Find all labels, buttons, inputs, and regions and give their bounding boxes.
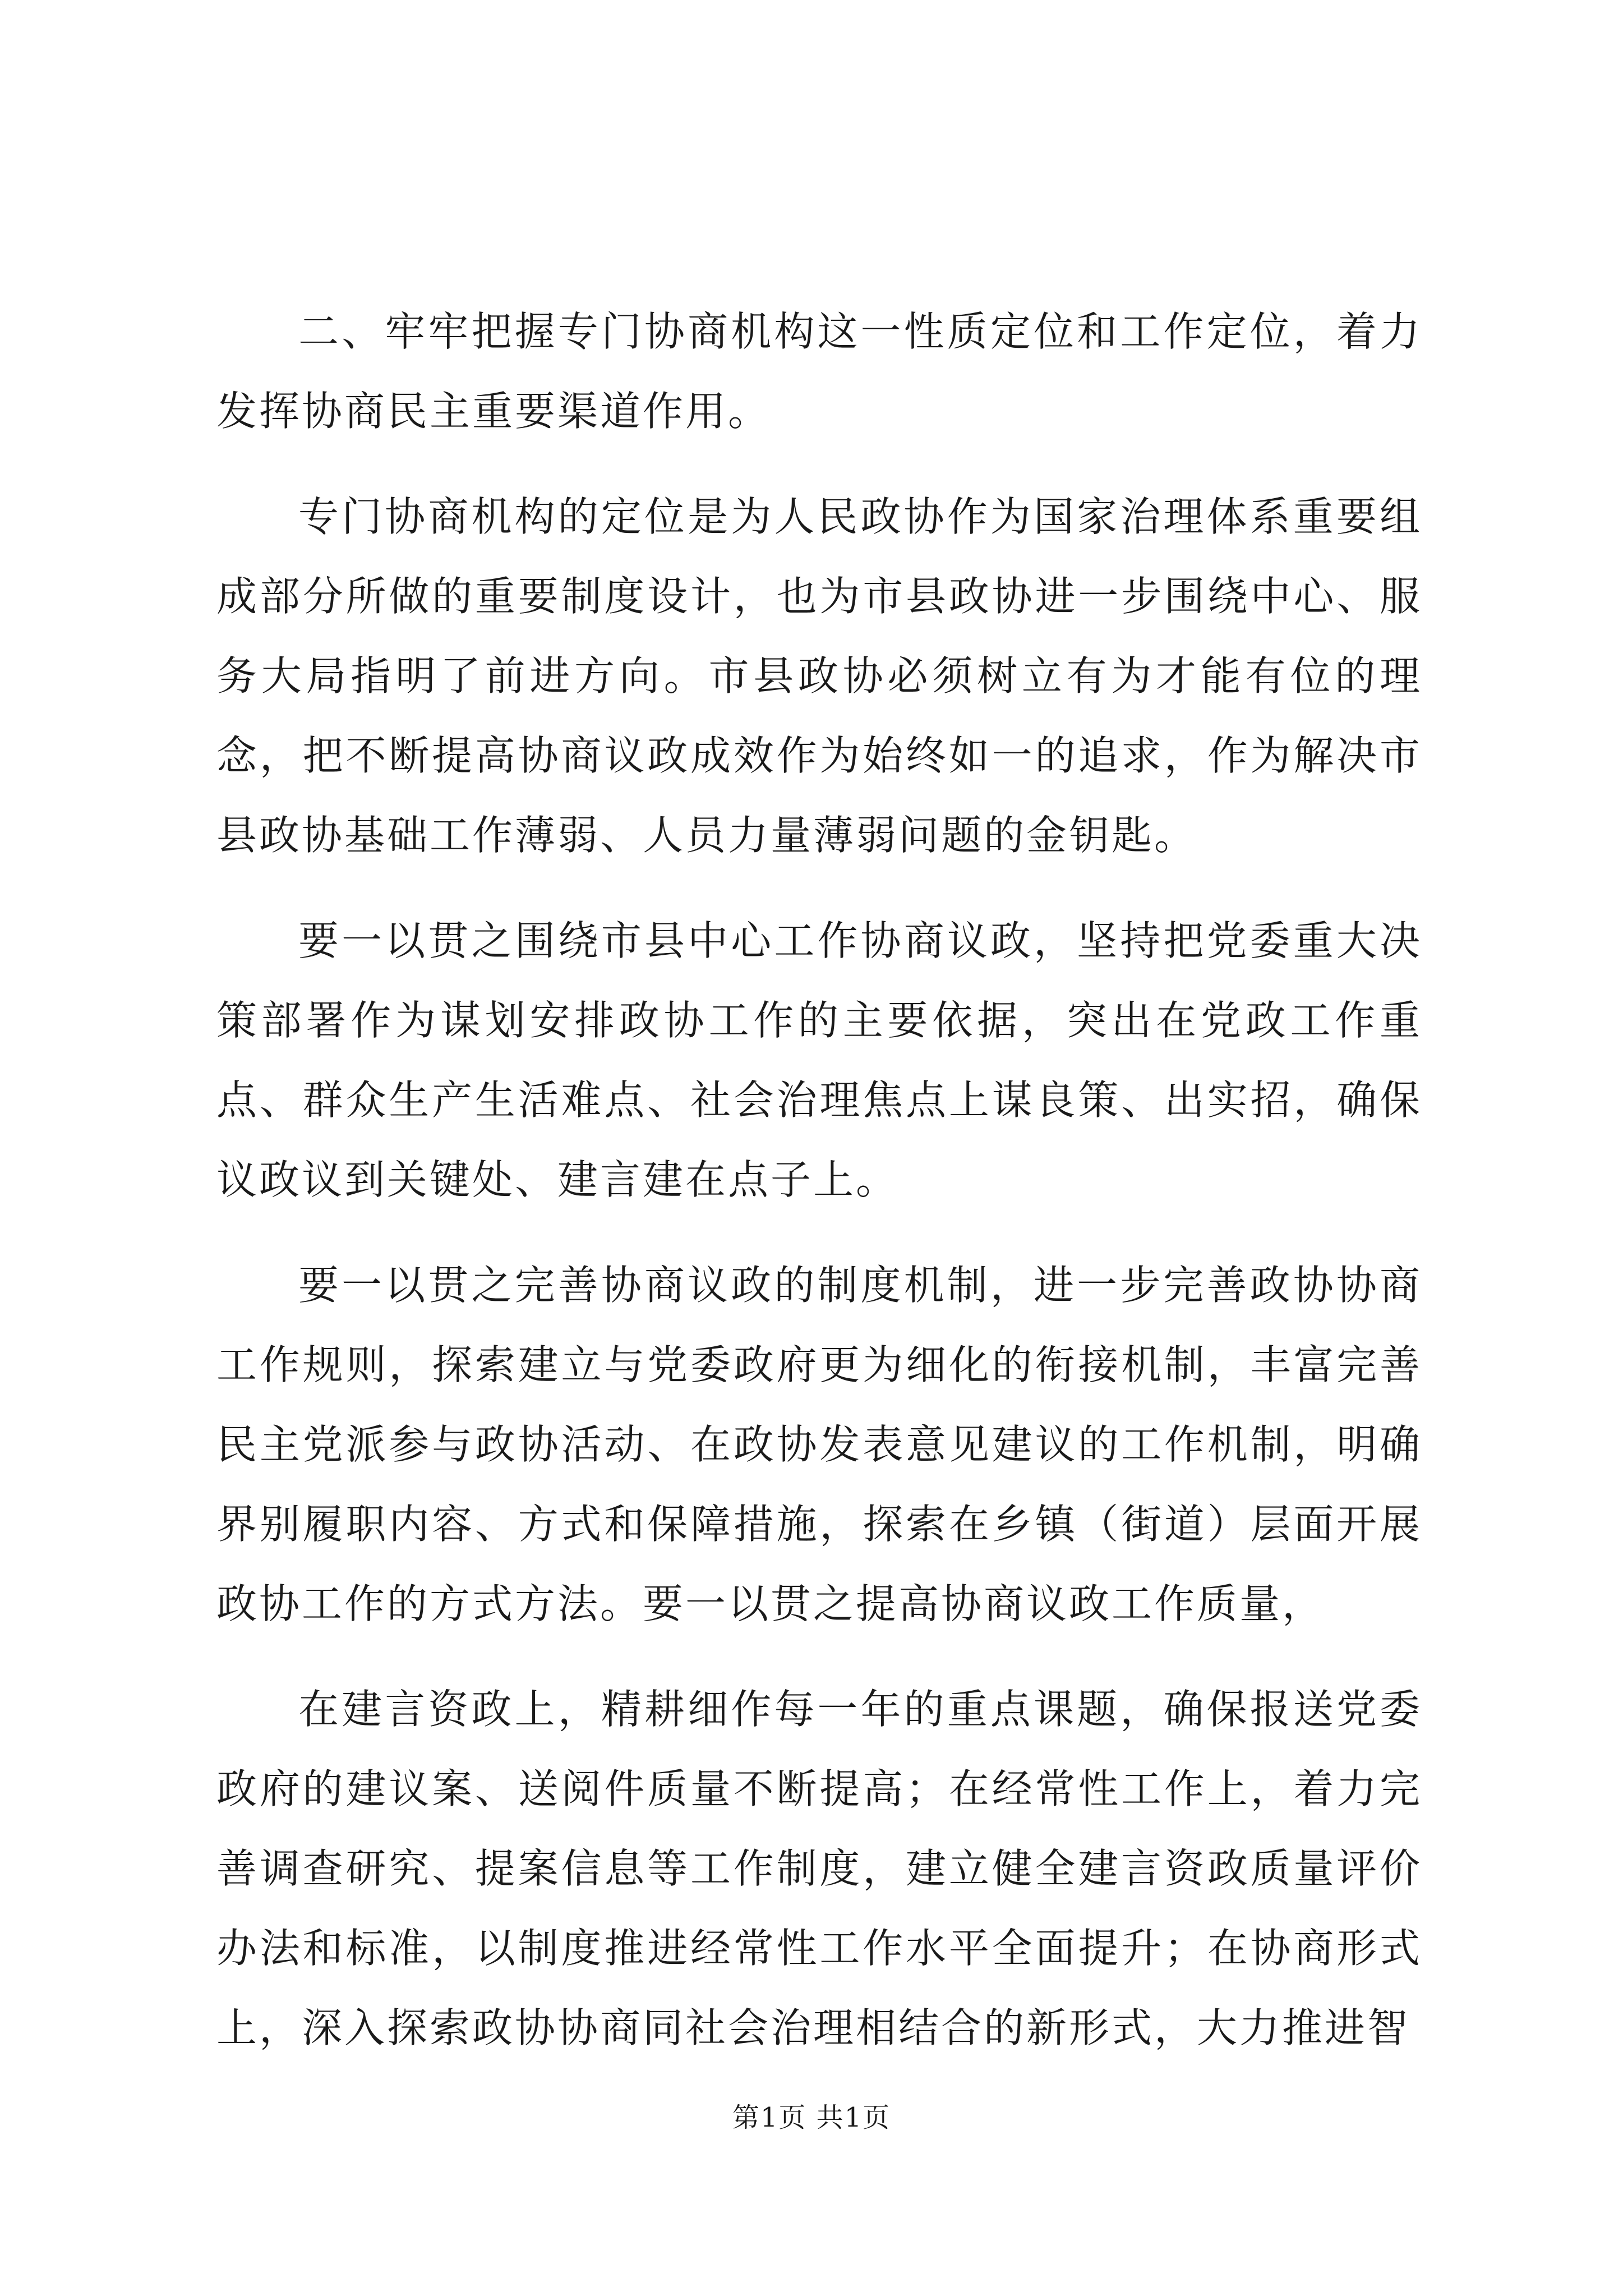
paragraph-heading: 二、牢牢把握专门协商机构这一性质定位和工作定位，着力发挥协商民主重要渠道作用。 (216, 308, 1422, 435)
paragraph: 要一以贯之围绕市县中心工作协商议政，坚持把党委重大决策部署作为谋划安排政协工作的主要依据，突出在党政工作重点、群众生产生活难点、社会治理焦点上谋良策、出实招，确保议政议到关键处、建言建在点子上。 (216, 917, 1422, 1203)
paragraph: 要一以贯之完善协商议政的制度机制，进一步完善政协协商工作规则，探索建立与党委政府更为细化的衔接机制，丰富完善民主党派参与政协活动、在政协发表意见建议的工作机制，明确界别履职内容、方式和保障措施，探索在乡镇（街道）层面开展政协工作的方式方法。要一以贯之提高协商议政工作质量， (216, 1262, 1422, 1627)
paragraph: 专门协商机构的定位是为人民政协作为国家治理体系重要组成部分所做的重要制度设计，也为市县政协进一步围绕中心、服务大局指明了前进方向。市县政协必须树立有为才能有位的理念，把不断提高协商议政成效作为始终如一的追求，作为解决市县政协基础工作薄弱、人员力量薄弱问题的金钥匙。 (216, 493, 1422, 859)
paragraph: 在建言资政上，精耕细作每一年的重点课题，确保报送党委政府的建议案、送阅件质量不断提高；在经常性工作上，着力完善调查研究、提案信息等工作制度，建立健全建言资政质量评价办法和标准，以制度推进经常性工作水平全面提升；在协商形式上，深入探索政协协商同社会治理相结合的新形式，大力推进智 (216, 1686, 1422, 2051)
document-body (216, 292, 1422, 2093)
page-footer: 第1页 共1页 (732, 2102, 891, 2133)
